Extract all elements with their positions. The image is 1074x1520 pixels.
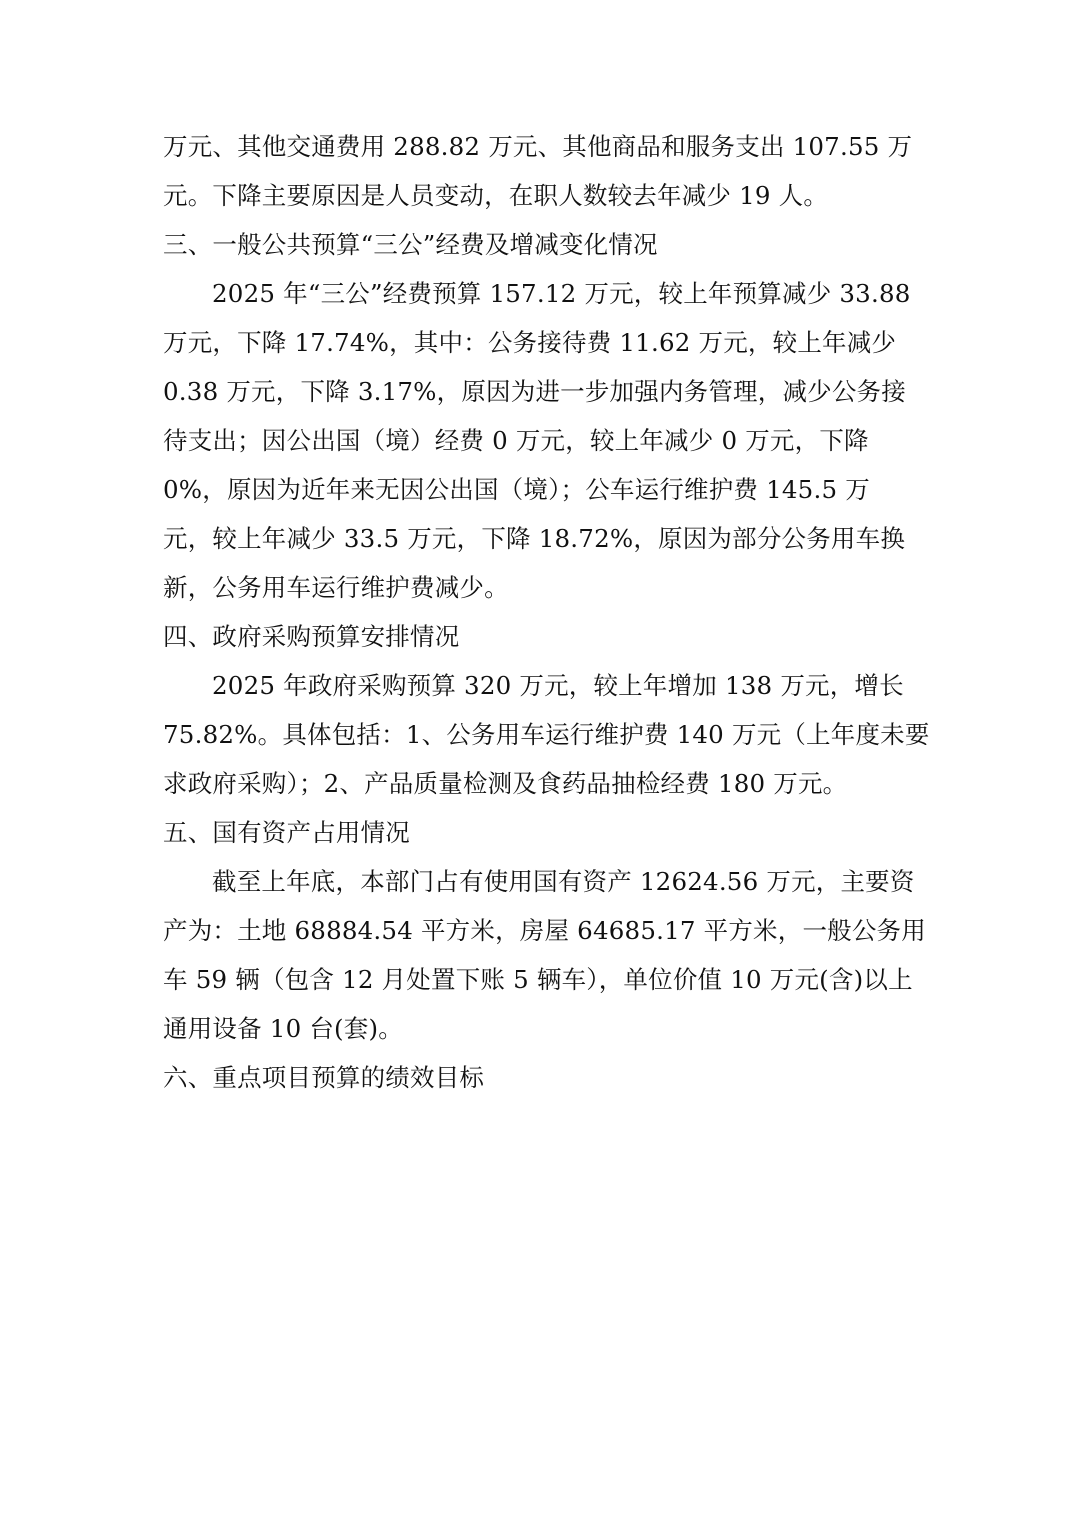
paragraph-line: 通用设备 10 台(套)。 <box>163 1014 403 1043</box>
paragraph-line: 75.82%。具体包括：1、公务用车运行维护费 140 万元（上年度未要 <box>163 720 930 749</box>
paragraph-line: 元，较上年减少 33.5 万元，下降 18.72%，原因为部分公务用车换 <box>163 524 906 553</box>
paragraph-line: 0.38 万元，下降 3.17%，原因为进一步加强内务管理，减少公务接 <box>163 377 906 406</box>
paragraph-line: 万元，下降 17.74%，其中：公务接待费 11.62 万元，较上年减少 <box>163 328 897 357</box>
section-heading-4: 四、政府采购预算安排情况 <box>163 622 460 651</box>
paragraph-line: 待支出；因公出国（境）经费 0 万元，较上年减少 0 万元，下降 <box>163 426 869 455</box>
paragraph-line: 产为：土地 68884.54 平方米，房屋 64685.17 平方米，一般公务用 <box>163 916 926 945</box>
paragraph-line: 车 59 辆（包含 12 月处置下账 5 辆车），单位价值 10 万元(含)以上 <box>163 965 913 994</box>
paragraph-line: 新，公务用车运行维护费减少。 <box>163 573 509 602</box>
paragraph-line: 0%，原因为近年来无因公出国（境）；公车运行维护费 145.5 万 <box>163 475 870 504</box>
document-body <box>163 122 930 1102</box>
section-heading-5: 五、国有资产占用情况 <box>163 818 410 847</box>
paragraph-line: 截至上年底，本部门占有使用国有资产 12624.56 万元，主要资 <box>212 867 915 896</box>
paragraph-line: 求政府采购）；2、产品质量检测及食药品抽检经费 180 万元。 <box>163 769 848 798</box>
section-heading-6: 六、重点项目预算的绩效目标 <box>163 1063 485 1092</box>
paragraph-line: 万元、其他交通费用 288.82 万元、其他商品和服务支出 107.55 万 <box>163 132 913 161</box>
paragraph-line: 2025 年“三公”经费预算 157.12 万元，较上年预算减少 33.88 <box>212 279 911 308</box>
paragraph-line: 2025 年政府采购预算 320 万元，较上年增加 138 万元，增长 <box>212 671 904 700</box>
paragraph-line: 元。下降主要原因是人员变动，在职人数较去年减少 19 人。 <box>163 181 829 210</box>
section-heading-3: 三、一般公共预算“三公”经费及增减变化情况 <box>163 230 658 259</box>
